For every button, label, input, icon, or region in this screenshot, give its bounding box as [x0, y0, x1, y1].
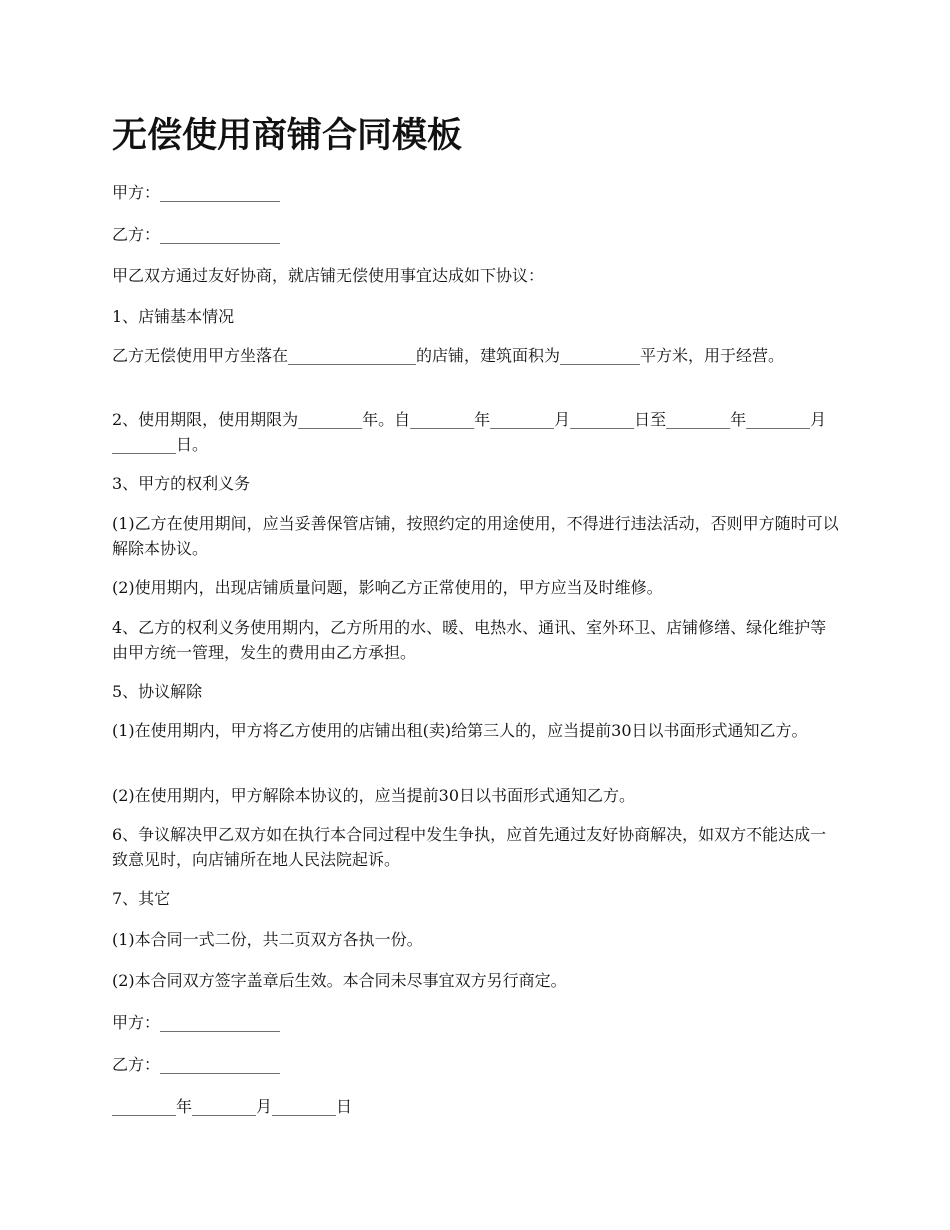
- signature-party-a: 甲方：_______________: [112, 1013, 281, 1032]
- section-heading-basic-info: 1、店铺基本情况: [112, 307, 235, 326]
- party-a-line: 甲方：_______________: [112, 183, 281, 202]
- section-dispute-resolution: 6、争议解决甲乙双方如在执行本合同过程中发生争执，应首先通过友好协商解决，如双方不能达成一致意见时，向店铺所在地人民法院起诉。: [112, 825, 827, 869]
- section-basic-info-body: 乙方无偿使用甲方坐落在________________的店铺，建筑面积为__________平方米，用于经营。: [112, 346, 785, 365]
- section-heading-party-a-rights: 3、甲方的权利义务: [112, 474, 251, 493]
- signature-date: ________年________月________日: [112, 1097, 353, 1116]
- section-party-b-rights: 4、乙方的权利义务使用期内，乙方所用的水、暖、电热水、通讯、室外环卫、店铺修缮、绿化维护等由甲方统一管理，发生的费用由乙方承担。: [112, 618, 827, 662]
- party-b-line: 乙方：_______________: [112, 225, 281, 244]
- signature-party-b: 乙方：_______________: [112, 1055, 281, 1074]
- section-heading-other: 7、其它: [112, 889, 171, 908]
- other-item-2: (2)本合同双方签字盖章后生效。本合同未尽事宜双方另行商定。: [112, 971, 567, 990]
- party-a-rights-item-1: (1)乙方在使用期间，应当妥善保管店铺，按照约定的用途使用，不得进行违法活动，否则甲方随时可以解除本协议。: [112, 514, 839, 558]
- intro-paragraph: 甲乙双方通过友好协商，就店铺无偿使用事宜达成如下协议：: [112, 266, 545, 285]
- section-usage-period: 2、使用期限，使用期限为________年。自________年________月________日至________年________月________日。: [112, 410, 827, 454]
- termination-item-2: (2)在使用期内，甲方解除本协议的，应当提前30日以书面形式通知乙方。: [112, 786, 636, 805]
- other-item-1: (1)本合同一式二份，共二页双方各执一份。: [112, 930, 423, 949]
- termination-item-1: (1)在使用期内，甲方将乙方使用的店铺出租(卖)给第三人的，应当提前30日以书面形式通知乙方。: [112, 721, 808, 740]
- party-a-rights-item-2: (2)使用期内，出现店铺质量问题，影响乙方正常使用的，甲方应当及时维修。: [112, 578, 663, 597]
- document-title: 无偿使用商铺合同模板: [112, 116, 463, 156]
- section-heading-termination: 5、协议解除: [112, 682, 203, 701]
